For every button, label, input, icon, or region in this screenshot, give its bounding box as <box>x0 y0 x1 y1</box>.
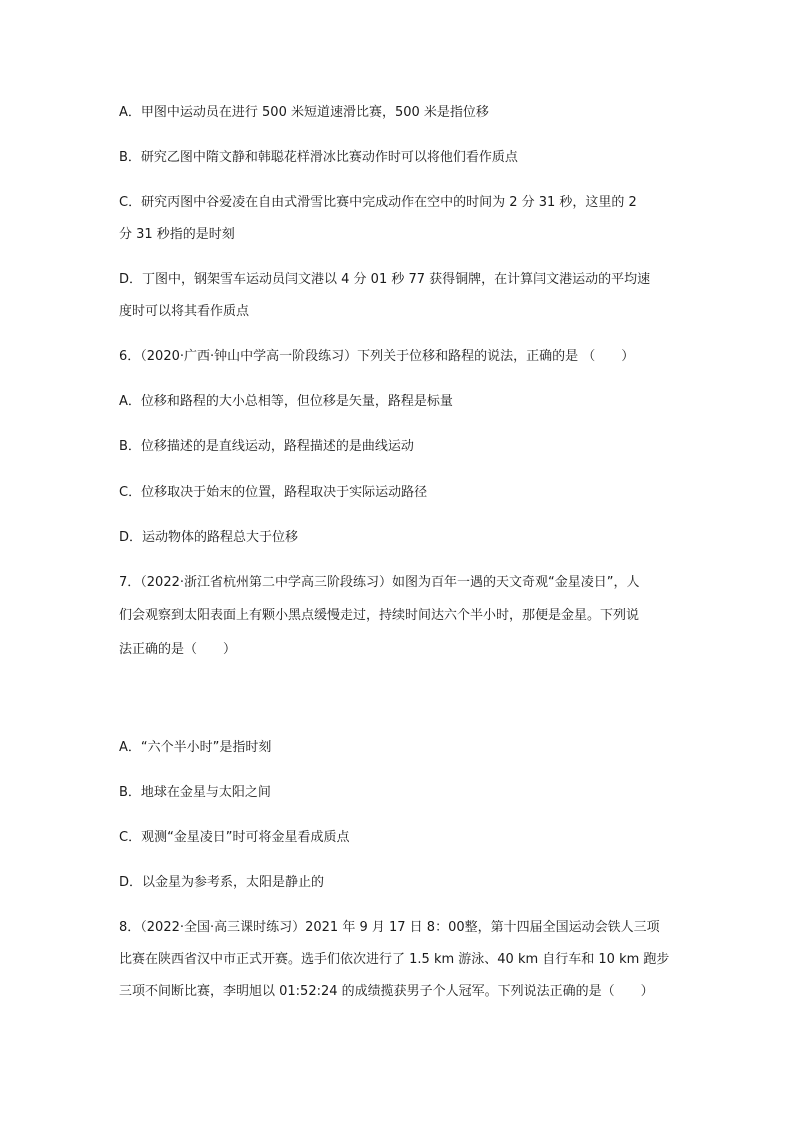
question-7-stem-line3: 法正确的是（ ） <box>119 642 237 657</box>
option-5c-line2: 分 31 秒指的是时刻 <box>119 227 235 242</box>
option-7b: B．地球在金星与太阳之间 <box>119 785 271 800</box>
question-8-stem-line1: 8．（2022·全国·高三课时练习）2021 年 9 月 17 日 8：00整，第十四届全国运动会铁人三项 <box>119 920 660 935</box>
option-7d: D．以金星为参考系，太阳是静止的 <box>119 875 325 890</box>
question-7-stem-line1: 7．（2022·浙江省杭州第二中学高三阶段练习）如图为百年一遇的天文奇观“金星凌日”，人 <box>119 575 640 590</box>
option-5d-line2: 度时可以将其看作质点 <box>119 304 250 319</box>
question-8-stem-line3: 三项不间断比赛，李明旭以 01:52:24 的成绩揽获男子个人冠军。下列说法正确的是（ ） <box>119 984 654 999</box>
option-6d: D．运动物体的路程总大于位移 <box>119 530 299 545</box>
option-6a: A．位移和路程的大小总相等，但位移是矢量，路程是标量 <box>119 394 453 409</box>
option-5c-line1: C．研究丙图中谷爱凌在自由式滑雪比赛中完成动作在空中的时间为 2 分 31 秒，这里的 2 <box>119 195 637 210</box>
option-7c: C．观测“金星凌日”时可将金星看成质点 <box>119 830 350 845</box>
option-6b: B．位移描述的是直线运动，路程描述的是曲线运动 <box>119 439 414 454</box>
option-7a: A．“六个半小时”是指时刻 <box>119 740 272 755</box>
option-6c: C．位移取决于始末的位置，路程取决于实际运动路径 <box>119 485 428 500</box>
question-6-stem: 6．（2020·广西·钟山中学高一阶段练习）下列关于位移和路程的说法，正确的是 （ ） <box>119 349 635 364</box>
option-5b: B．研究乙图中隋文静和韩聪花样滑冰比赛动作时可以将他们看作质点 <box>119 150 518 165</box>
option-5a: A．甲图中运动员在进行 500 米短道速滑比赛，500 米是指位移 <box>119 105 489 120</box>
option-5d-line1: D．丁图中，钢架雪车运动员闫文港以 4 分 01 秒 77 获得铜牌，在计算闫文港运动的平均速 <box>119 272 651 287</box>
question-7-stem-line2: 们会观察到太阳表面上有颗小黑点缓慢走过，持续时间达六个半小时，那便是金星。下列说 <box>119 608 640 623</box>
question-8-stem-line2: 比赛在陕西省汉中市正式开赛。选手们依次进行了 1.5 km 游泳、40 km 自行车和 10 km 跑步 <box>119 952 670 967</box>
